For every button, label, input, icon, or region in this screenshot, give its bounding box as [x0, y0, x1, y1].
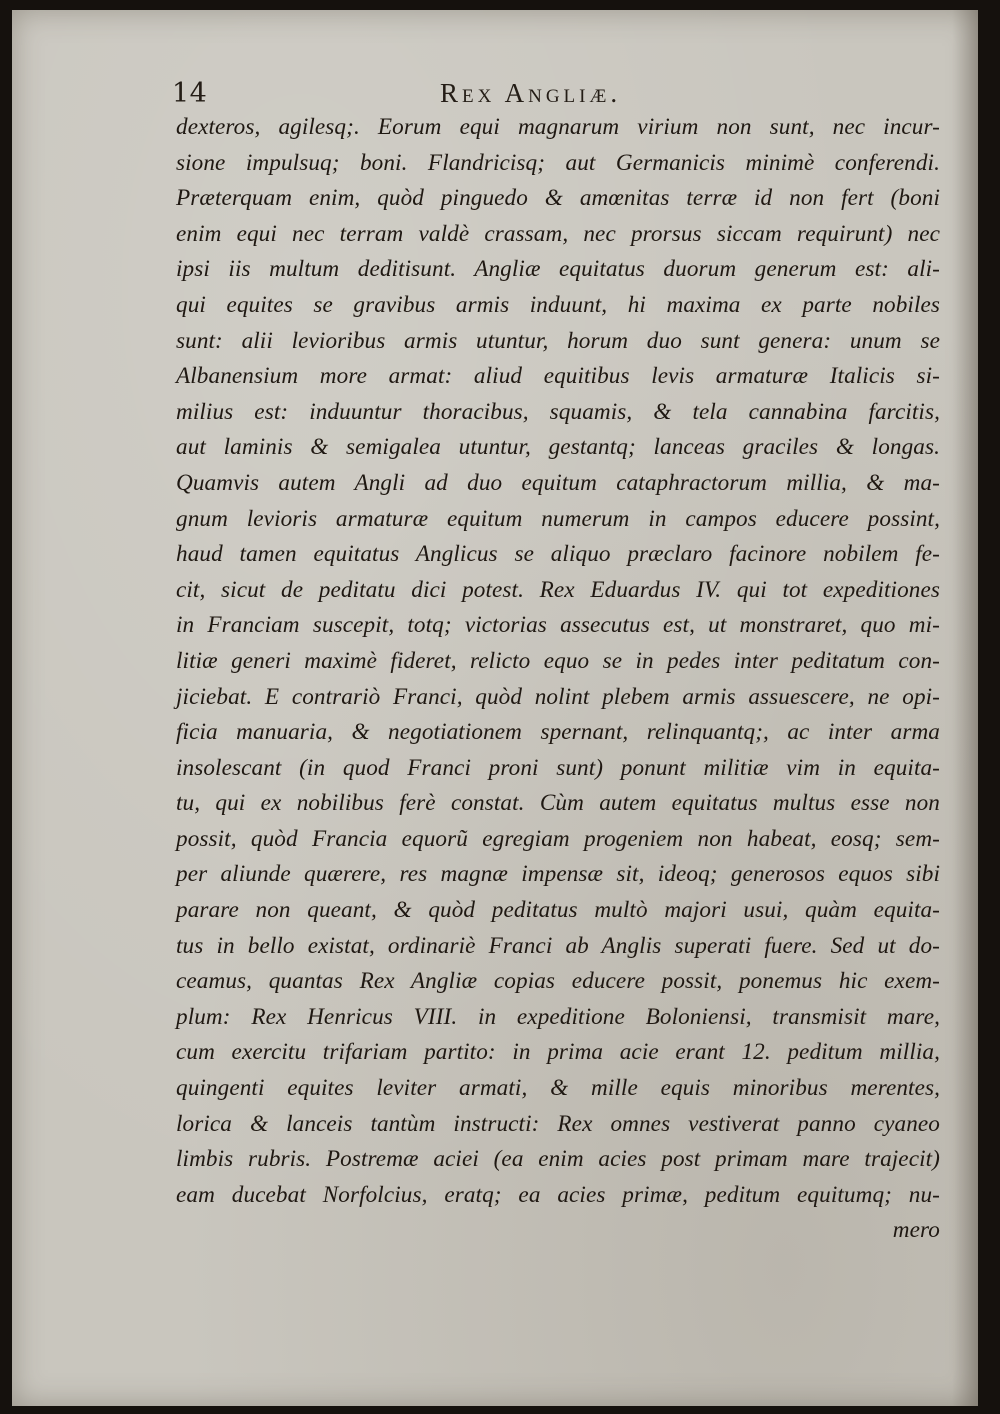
text-line: milius est: induuntur thoracibus, squamis, & tela cannabina farcitis, [176, 398, 940, 425]
text-line: Quamvis autem Angli ad duo equitum cataphractorum millia, & ma- [176, 469, 940, 496]
text-line: in Franciam suscepit, totq; victorias assecutus est, ut monstraret, quo mi- [176, 612, 940, 639]
text-line: parare non queant, & quòd peditatus multò majori usui, quàm equita- [176, 897, 940, 924]
text-line: lorica & lanceis tantùm instructi: Rex omnes vestiverat panno cyaneo [176, 1110, 940, 1137]
text-line: gnum levioris armaturæ equitum numerum in campos educere possint, [176, 505, 940, 532]
text-line: ceamus, quantas Rex Angliæ copias educere possit, ponemus hic exem- [176, 968, 940, 995]
text-line: eam ducebat Norfolcius, eratq; ea acies primæ, peditum equitumq; nu- [176, 1181, 940, 1208]
text-line: aut laminis & semigalea utuntur, gestantq; lanceas graciles & longas. [176, 434, 940, 461]
running-title: Rex Angliæ. [440, 78, 622, 108]
text-line: cit, sicut de peditatu dici potest. Rex Eduardus IV. qui tot expeditiones [176, 576, 940, 603]
text-line: dexteros, agilesq;. Eorum equi magnarum virium non sunt, nec incur- [176, 114, 940, 140]
text-line: tus in bello existat, ordinariè Franci ab Anglis superati fuere. Sed ut do- [176, 932, 940, 959]
page-number: 14 [172, 78, 208, 109]
text-line: plum: Rex Henricus VIII. in expeditione Boloniensi, transmisit mare, [176, 1003, 940, 1030]
text-line: Præterquam enim, quòd pinguedo & amœnitas terræ id non fert (boni [176, 185, 940, 212]
text-line: Albanensium more armat: aliud equitibus levis armaturæ Italicis si- [176, 363, 940, 390]
text-line: ficia manuaria, & negotiationem spernant, relinquantq;, ac inter arma [176, 719, 940, 746]
text-line: qui equites se gravibus armis induunt, hi maxima ex parte nobiles [176, 291, 940, 318]
text-line: sione impulsuq; boni. Flandricisq; aut Germanicis minimè conferendi. [176, 149, 940, 176]
page-edge-shadow [952, 10, 978, 1406]
text-line: possit, quòd Francia equorũ egregiam progeniem non habeat, eosq; sem- [176, 825, 940, 852]
text-line: cum exercitu trifariam partito: in prima acie erant 12. peditum millia, [176, 1039, 940, 1066]
text-line: quingenti equites leviter armati, & mille equis minoribus merentes, [176, 1075, 940, 1102]
text-line: haud tamen equitatus Anglicus se aliquo præclaro facinore nobilem fe- [176, 541, 940, 568]
text-line: jiciebat. E contrariò Franci, quòd nolint plebem armis assuescere, ne opi- [176, 683, 940, 710]
text-line: limbis rubris. Postremæ aciei (ea enim acies post primam mare trajecit) [176, 1146, 940, 1173]
text-line: per aliunde quærere, res magnæ impensæ sit, ideoq; generosos equos sibi [176, 861, 940, 888]
text-line: insolescant (in quod Franci proni sunt) ponunt militiæ vim in equita- [176, 754, 940, 781]
catchword: mero [892, 1217, 940, 1244]
text-line: enim equi nec terram valdè crassam, nec prorsus siccam requirunt) nec [176, 220, 940, 247]
text-line: tu, qui ex nobilibus ferè constat. Cùm autem equitatus multus esse non [176, 790, 940, 817]
text-line: ipsi iis multum deditisunt. Angliæ equitatus duorum generum est: ali- [176, 256, 940, 283]
text-line: litiæ generi maximè fideret, relicto equo se in pedes inter peditatum con- [176, 647, 940, 674]
text-line: sunt: alii levioribus armis utuntur, horum duo sunt genera: unum se [176, 327, 940, 354]
body-text [176, 110, 940, 1249]
